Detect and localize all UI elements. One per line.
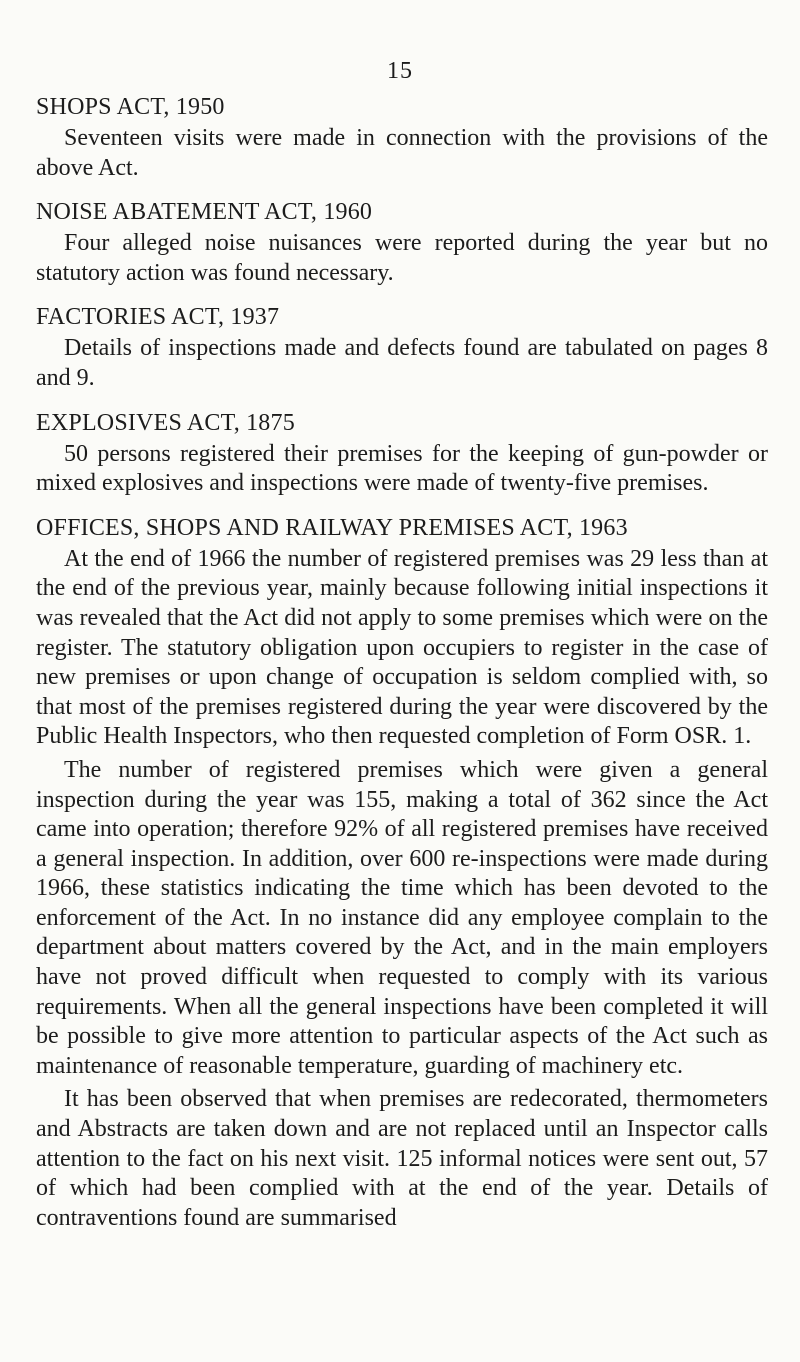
- section-heading: OFFICES, SHOPS AND RAILWAY PREMISES ACT, 1963: [36, 514, 628, 541]
- section-factories-act: [36, 302, 768, 393]
- section-shops-act: [36, 92, 768, 183]
- section-explosives-act: [36, 408, 768, 499]
- section-paragraph: At the end of 1966 the number of registered premises was 29 less than at the end of the previous year, mainly because following initial inspections it was revealed that the Act did not apply to some premises which were on the register. The statutory obligation upon occupiers to register in the case of new premises or upon change of occupation is seldom complied with, so that most of the premises registered during the year were discovered by the Public Health Inspectors, who then requested completion of Form OSR. 1.: [36, 545, 768, 750]
- section-noise-abatement-act: [36, 197, 768, 288]
- section-paragraph: Four alleged noise nuisances were reported during the year but no statutory action was found necessary.: [36, 230, 768, 286]
- page-number: 15: [387, 58, 413, 84]
- section-heading: NOISE ABATEMENT ACT, 1960: [36, 199, 373, 226]
- section-paragraph: It has been observed that when premises are redecorated, thermometers and Abstracts are taken down and are not replaced until an Inspector calls attention to the fact on his next visit. 125 informal notices were sent out, 57 of which had been complied with at the end of the year. Details of contraventions found are summarised: [36, 1086, 768, 1231]
- section-paragraph: The number of registered premises which were given a general inspection during the year was 155, making a total of 362 since the Act came into operation; therefore 92% of all registered premises have received a general inspection. In addition, over 600 re-inspections were made during 1966, these statistics indicating the time which has been devoted to the enforcement of the Act. In no instance did any employee complain to the department about matters covered by the Act, and in the main employers have not proved difficult when requested to comply with its various requirements. When all the general inspections have been completed it will be possible to give more attention to particular aspects of the Act such as maintenance of reasonable temperature, guarding of machinery etc.: [36, 756, 768, 1079]
- section-heading: SHOPS ACT, 1950: [36, 94, 225, 120]
- section-paragraph: Details of inspections made and defects found are tabulated on pages 8 and 9.: [36, 335, 768, 391]
- section-paragraph: 50 persons registered their premises for the keeping of gun-powder or mixed explosives and inspections were made of twenty-five premises.: [36, 440, 768, 497]
- section-heading: EXPLOSIVES ACT, 1875: [36, 409, 295, 436]
- section-paragraph: Seventeen visits were made in connection with the provisions of the above Act.: [36, 125, 768, 181]
- section-offices-shops-railway-act: [36, 513, 768, 1234]
- page-content: [36, 92, 768, 1247]
- section-heading: FACTORIES ACT, 1937: [36, 304, 280, 331]
